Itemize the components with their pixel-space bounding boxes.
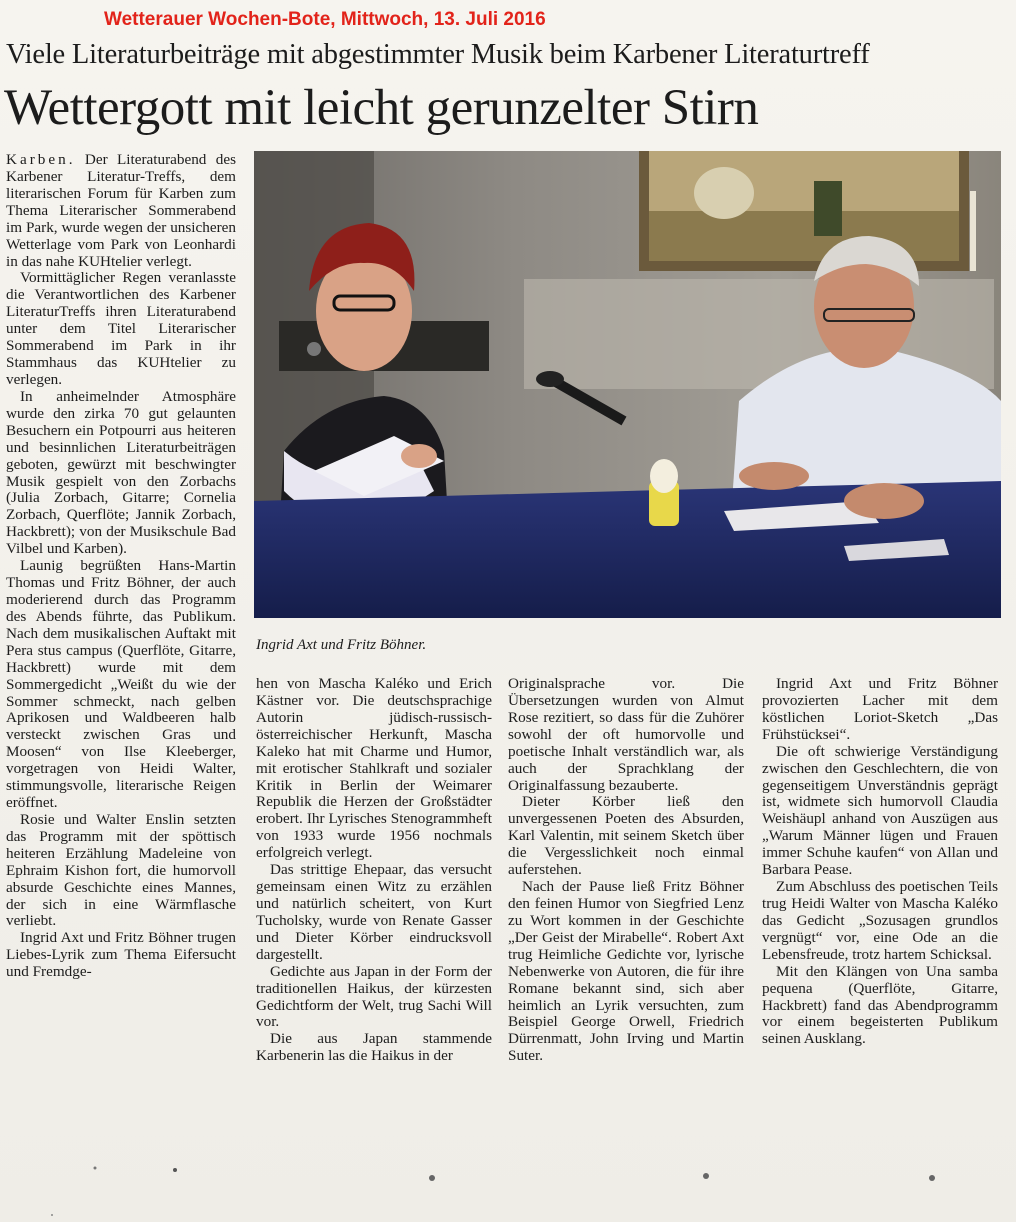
paragraph: Gedichte aus Japan in der Form der traditionellen Haikus, der kürzesten Gedichtform der Welt, trug Sachi Will vor.	[256, 962, 492, 1031]
article-column-2	[256, 676, 492, 1065]
paragraph: Vormittäglicher Regen veranlasste die Verantwortlichen des Karbener LiteraturTreffs ihren Literaturabend unter dem Titel Literarischer Sommerabend im Park in ihr Stammhaus das KUHtelier zu verlegen.	[6, 269, 236, 388]
article-column-4	[762, 676, 998, 1048]
paragraph: Die oft schwierige Verständigung zwischen den Geschlechtern, die von gegenseitigem Unverständnis geprägt ist, widmete sich humorvoll Claudia Weishäupl anhand von Auszügen aus „Warum Männer lügen und Frauen immer Schuhe kaufen“ von Allan und Barbara Pease.	[762, 742, 998, 879]
source-line: Wetterauer Wochen-Bote, Mittwoch, 13. Juli 2016	[104, 9, 546, 30]
article-column-1	[6, 152, 236, 981]
main-headline: Wettergott mit leicht gerunzelter Stirn	[4, 80, 759, 136]
paragraph-text: Der Literaturabend des Karbener Literatur-Treffs, dem literarischen Forum für Karben zum Thema Literarischer Sommerabend im Park, wurde wegen der unsicheren Wetterlage vom Park von Leonhardi in das nahe KUHtelier verlegt.	[6, 151, 236, 270]
photo-illustration	[254, 151, 1001, 618]
paragraph: In anheimelnder Atmosphäre wurde den zirka 70 gut gelaunten Besuchern ein Potpourri aus heiteren und besinnlichen Literaturbeiträgen geboten, gewürzt mit beschwingter Musik gespielt von den Zorbachs (Julia Zorbach, Gitarre; Cornelia Zorbach, Querflöte; Jannik Zorbach, Hackbrett); von der Musikschule Bad Vilbel und Karben).	[6, 387, 236, 558]
paragraph: Rosie und Walter Enslin setzten das Programm mit der spöttisch heiteren Erzählung Madeleine von Ephraim Kishon fort, die humorvoll absurde Geschichte eines Mannes, der sich in eine Wärmflasche verliebt.	[6, 810, 236, 930]
article-photo	[254, 151, 1001, 618]
paragraph	[6, 152, 236, 270]
article-column-3	[508, 676, 744, 1065]
kicker-headline: Viele Literaturbeiträge mit abgestimmter Musik beim Karbener Literaturtreff	[6, 39, 870, 70]
paragraph: Ingrid Axt und Fritz Böhner trugen Liebes-Lyrik zum Thema Eifersucht und Fremdge-	[6, 929, 236, 981]
paragraph: Mit den Klängen von Una samba pequena (Querflöte, Gitarre, Hackbrett) fand das Abendprogramm vor einem begeisterten Publikum seinen Ausklang.	[762, 962, 998, 1048]
scan-specks	[0, 1160, 1016, 1220]
paragraph: Ingrid Axt und Fritz Böhner provozierten Lacher mit dem köstlichen Loriot-Sketch „Das Frühstücksei“.	[762, 675, 998, 743]
paragraph: Nach der Pause ließ Fritz Böhner den feinen Humor von Siegfried Lenz zu Wort kommen in der Geschichte „Der Geist der Mirabelle“. Robert Axt trug Heimliche Gedichte vor, lyrische Nebenwerke von Autoren, die für ihre Romane bekannt sind, sich aber heimlich an Lyrik versuchten, zum Beispiel George Orwell, Friedrich Dürrenmatt, John Irving und Martin Suter.	[508, 878, 744, 1065]
paragraph: Originalsprache vor. Die Übersetzungen wurden von Almut Rose rezitiert, so dass für die Zuhörer sowohl der oft humorvolle und poetische Inhalt verständlich war, als auch der Sprachklang der Originalfassung bezauberte.	[508, 675, 744, 794]
dateline: Karben.	[6, 151, 76, 168]
paragraph: Launig begrüßten Hans-Martin Thomas und Fritz Böhner, der auch moderierend durch das Programm des Abends führte, das Publikum. Nach dem musikalischen Auftakt mit Pera stus campus (Querflöte, Gitarre, Hackbrett) wurde mit dem Sommergedicht „Weißt du wie der Sommer schmeckt, nach gelben Aprikosen und Waldbeeren halb versteckt zwischen Gras und Moosen“ von Ilse Kleeberger, vorgetragen von Heidi Walter, stimmungsvolle, literarische Reigen eröffnet.	[6, 557, 236, 812]
paragraph: Das strittige Ehepaar, das versucht gemeinsam einen Witz zu erzählen und natürlich scheitert, von Kurt Tucholsky, wurde von Renate Gasser und Dieter Körber eindrucksvoll dargestellt.	[256, 861, 492, 963]
paragraph: hen von Mascha Kaléko und Erich Kästner vor. Die deutschsprachige Autorin jüdisch-russisch-österreichischer Herkunft, Mascha Kaleko hat mit Charme und Humor, mit erotischer Stahlkraft und sozialer Kritik in Berlin der Weimarer Republik die Herzen der Großstädter erobert. Ihr Lyrisches Stenogrammheft von 1933 wurde 1956 nochmals erfolgreich verlegt.	[256, 675, 492, 862]
paragraph: Die aus Japan stammende Karbenerin las die Haikus in der	[256, 1030, 492, 1065]
photo-caption: Ingrid Axt und Fritz Böhner.	[256, 637, 427, 653]
paragraph: Dieter Körber ließ den unvergessenen Poeten des Absurden, Karl Valentin, mit seinem Sketch über die Vergesslichkeit noch einmal auferstehen.	[508, 793, 744, 879]
paragraph: Zum Abschluss des poetischen Teils trug Heidi Walter von Mascha Kaléko das Gedicht „Sozusagen grundlos vergnügt“ vor, eine Ode an die Lebensfreude, trotz hartem Schicksal.	[762, 878, 998, 963]
